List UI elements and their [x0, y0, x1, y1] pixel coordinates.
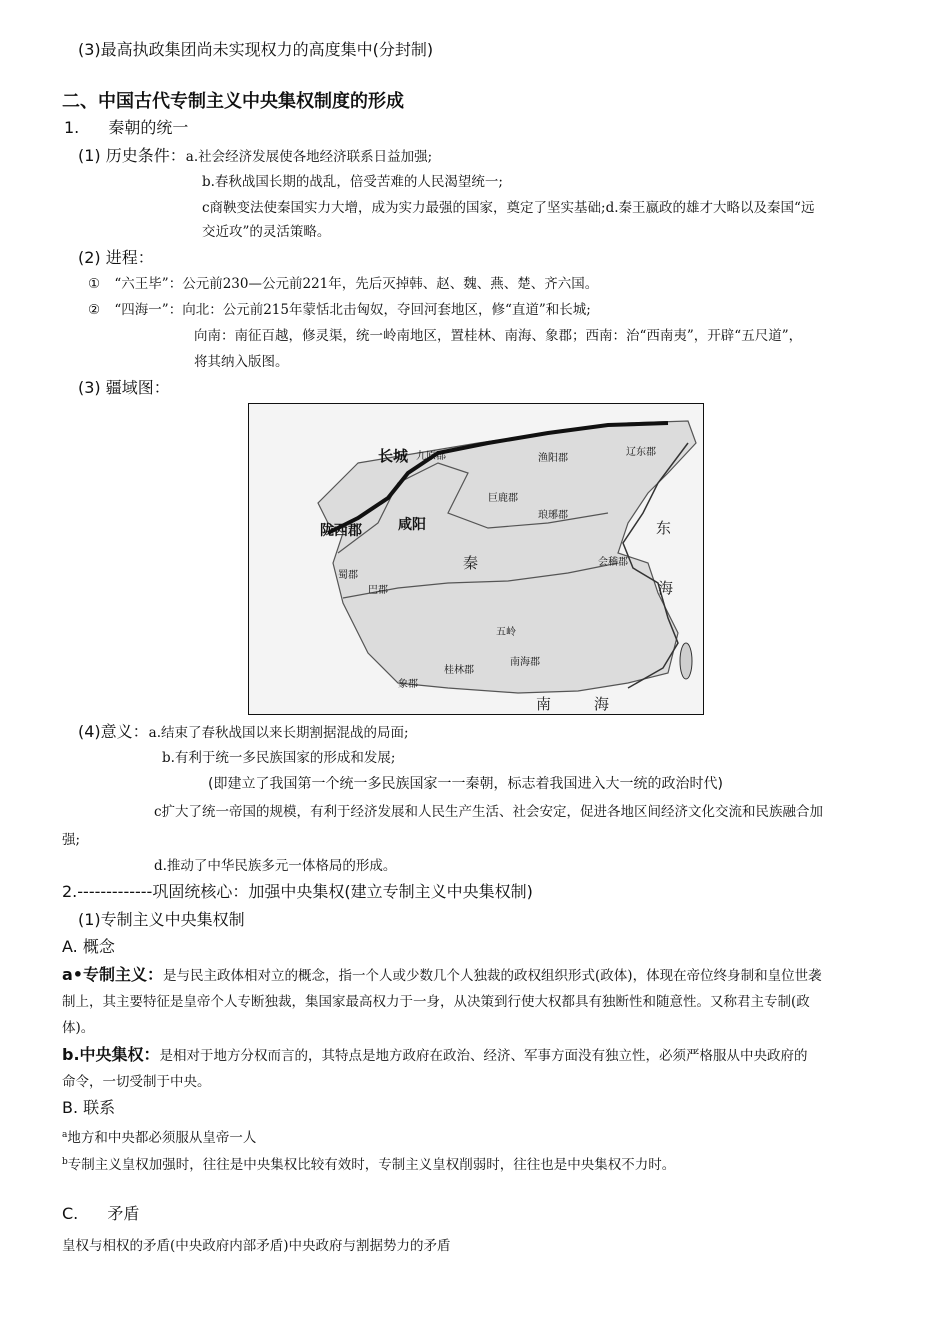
centralization-label: b.中央集权： — [62, 1045, 160, 1064]
autocracy-definition-line2: 制上，其主要特征是皇帝个人专断独裁，集国家最高权力于一身，从决策到行使大权都具有独断性和随意性。又称君主专制(政 — [62, 994, 810, 1010]
top-line: (3)最高执政集团尚未实现权力的高度集中(分封制) — [78, 40, 434, 59]
significance-c-line2: 强; — [62, 832, 81, 848]
map-label-guilin: 桂林郡 — [444, 665, 474, 676]
connection-item-b-mark: b — [62, 1157, 68, 1167]
sub-heading-qin-unification — [64, 118, 188, 138]
map-label-nanhai-jun: 南海郡 — [510, 657, 540, 668]
connection-item-a — [62, 1125, 256, 1148]
subsection-autocracy: (1)专制主义中央集权制 — [78, 910, 245, 929]
process-item-2-text: “四海一”：向北：公元前215年蒙恬北击匈奴，夺回河套地区，修“直道”和长城; — [114, 302, 591, 318]
map-label-xiang: 象郡 — [398, 679, 418, 690]
process-item-2-south: 向南：南征百越，修灵渠，统一岭南地区，置桂林、南海、象郡；西南：治“西南夷”，开辟“五尺道”， — [194, 328, 803, 344]
section-consolidation-title: 2.-------------巩固统核心：加强中央集权(建立专制主义中央集权制) — [62, 882, 533, 901]
process-item-2-mark: ② — [88, 302, 101, 318]
condition-c-line1: c商鞅变法使秦国实力大增，成为实力最强的国家，奠定了坚实基础;d.秦王嬴政的雄才大略以及秦国“远 — [202, 200, 815, 216]
map-label-hai2: 海 — [594, 695, 610, 713]
significance-label: (4)意义： — [78, 722, 149, 741]
map-label-liaodong: 辽东郡 — [626, 447, 656, 458]
process-label: (2) 进程： — [78, 248, 154, 267]
map-label: (3) 疆域图： — [78, 378, 170, 397]
process-item-2-end: 将其纳入版图。 — [194, 354, 289, 370]
significance-line-a — [78, 722, 409, 743]
map-label-langya: 琅琊郡 — [538, 510, 568, 521]
map-label-dong: 东 — [656, 519, 672, 537]
conditions-line-a — [78, 146, 432, 167]
autocracy-definition-line3: 体)。 — [62, 1020, 95, 1036]
centralization-definition-line1 — [62, 1045, 808, 1066]
heading-connection: B. 联系 — [62, 1098, 116, 1117]
map-label-ba: 巴郡 — [368, 585, 388, 596]
centralization-text-1: 是相对于地方分权而言的，其特点是地方政府在政治、经济、军事方面没有独立性，必须严格服从中央政府的 — [159, 1048, 808, 1064]
process-item-2 — [88, 300, 591, 320]
connection-item-a-mark: a — [62, 1130, 68, 1140]
condition-c-line2: 交近攻”的灵活策略。 — [202, 224, 331, 240]
sub-heading-title: 秦朝的统一 — [108, 118, 189, 137]
condition-b: b.春秋战国长期的战乱，倍受苦难的人民渴望统一; — [202, 174, 503, 190]
map-label-qin: 秦 — [463, 554, 479, 572]
heading-contradiction-title: 矛盾 — [107, 1204, 140, 1223]
map-label-shu: 蜀郡 — [338, 570, 358, 581]
centralization-definition-line2: 命令，一切受制于中央。 — [62, 1074, 211, 1090]
process-item-1-mark: ① — [88, 276, 101, 292]
process-item-1 — [88, 274, 598, 294]
map-label-kuaiji: 会稽郡 — [598, 557, 628, 568]
map-label-jiuyuan: 九原郡 — [416, 451, 446, 462]
heading-contradiction — [62, 1204, 139, 1224]
section2-title: 二、中国古代专制主义中央集权制度的形成 — [62, 91, 404, 112]
map-label-longxi: 陇西郡 — [320, 523, 362, 539]
conditions-label: (1) 历史条件： — [78, 146, 186, 165]
map-label-changcheng: 长城 — [378, 447, 409, 465]
autocracy-label: a•专制主义： — [62, 965, 164, 984]
map-label-wuling: 五岭 — [496, 627, 516, 638]
process-item-1-text: “六王毕”：公元前230—公元前221年，先后灭掉韩、赵、魏、燕、楚、齐六国。 — [114, 276, 599, 292]
significance-a: a.结束了春秋战国以来长期割据混战的局面; — [148, 725, 409, 741]
map-taiwan-island — [680, 643, 692, 679]
connection-item-a-text: 地方和中央都必须服从皇帝一人 — [67, 1130, 257, 1146]
map-label-juyu: 巨鹿郡 — [488, 493, 518, 504]
autocracy-text-1: 是与民主政体相对立的概念，指一个人或少数几个人独裁的政权组织形式(政体)，体现在帝位终身制和皇位世袭 — [163, 968, 822, 984]
heading-concept: A. 概念 — [62, 937, 115, 956]
condition-a: a.社会经济发展使各地经济联系日益加强; — [185, 149, 433, 165]
map-label-nan: 南 — [536, 695, 552, 713]
sub-heading-number: 1. — [64, 118, 80, 137]
contradiction-text: 皇权与相权的矛盾(中央政府内部矛盾)中央政府与割据势力的矛盾 — [62, 1238, 451, 1254]
significance-c-line1: c扩大了统一帝国的规模，有利于经济发展和人民生产生活、社会安定，促进各地区间经济文化交流和民族融合加 — [154, 804, 824, 820]
connection-item-b — [62, 1152, 675, 1175]
heading-contradiction-number: C. — [62, 1204, 79, 1223]
significance-d: d.推动了中华民族多元一体格局的形成。 — [154, 858, 397, 874]
map-label-hai: 海 — [658, 579, 674, 597]
qin-territory-map — [248, 403, 704, 715]
map-label-xianyang: 咸阳 — [398, 517, 426, 533]
significance-note: (即建立了我国第一个统一多民族国家一一秦朝，标志着我国进入大一统的政治时代) — [208, 776, 723, 792]
map-label-yuyang: 渔阳郡 — [538, 453, 568, 464]
connection-item-b-text: 专制主义皇权加强时，往往是中央集权比较有效时，专制主义皇权削弱时，往往也是中央集权不力时。 — [67, 1157, 676, 1173]
autocracy-definition-line1 — [62, 965, 822, 986]
significance-b: b.有利于统一多民族国家的形成和发展; — [162, 750, 396, 766]
